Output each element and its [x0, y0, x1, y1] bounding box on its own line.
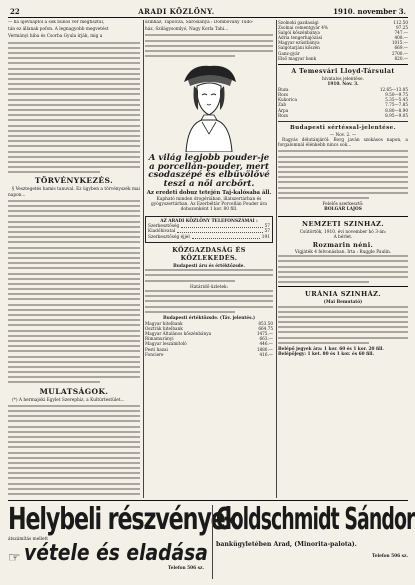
table-row: Salgói kőszénbánya 747.— — [278, 30, 408, 36]
phone-value: 191 — [261, 234, 270, 240]
phone-row — [148, 235, 270, 240]
ad-left-phone: Telefon 506 sz. — [168, 566, 204, 571]
ad-left-headline: Helybeli részvények — [8, 502, 239, 537]
mulatsag-lead: (*) A hermajoki Egylet Szerephiz, a Kultúrtestület... — [12, 397, 125, 403]
ad-left-note: átszámítás mellett — [8, 537, 48, 542]
table-row: Zsolnai cementgyár 4% 97.25 — [278, 25, 408, 31]
table-row: Rimamurányi 663.— — [145, 336, 273, 342]
col3-cast-block — [278, 255, 408, 283]
column-rule-1 — [143, 20, 144, 498]
szinhaz1-title: Rozmarin néni. — [312, 241, 374, 250]
hand-pointer-icon: ☞ — [8, 550, 21, 566]
kozlekedes-sub: Budapesti áru és értéktőzsde. — [173, 264, 245, 269]
table-row: Rozs 9.50—9.75 — [278, 92, 408, 98]
lloyd-date: 1910. Nov. 3. — [327, 81, 359, 87]
col2-market-block — [145, 269, 273, 281]
newspaper-page — [8, 4, 415, 582]
ad-right-panel — [212, 502, 415, 579]
phone-label: Szerkesztőség — [148, 223, 180, 229]
text-block-3 — [8, 405, 140, 498]
intro-line-3: Vermányi hiba és Csorba Gyula írják, mig a — [8, 34, 103, 40]
szinhaz1-pre: A bérlet. — [333, 234, 353, 240]
text-block-2 — [8, 200, 140, 384]
table-row: Buza 12.65—13.05 — [278, 87, 408, 93]
column-3 — [278, 20, 408, 498]
heading-budapest-report: Budapesti sértéssal-jelentése. — [290, 124, 396, 131]
col2-top-line-1: szinház, Tapolcza, Saroslánya : Dombovány Tüdő- — [145, 20, 254, 25]
woman-portrait-illustration — [180, 60, 238, 152]
columns — [8, 20, 408, 498]
ad-powder-subtitle: Az eredeti dobuz tetején Taj-kalósaba áll. — [146, 189, 272, 196]
editor-name: BOLGÁR LAJOS — [324, 207, 362, 213]
issue-date: 1910. november 3. — [333, 7, 406, 16]
heading-ertektozsde: Budapesti értéktőzsde. (Táv. jelentés.) — [162, 315, 256, 321]
phone-value: 57 — [264, 223, 270, 229]
ad-powder-headline: A világ legjobb pouder-je a porcellán-pouder, mert csodaszépé és elbűvölővé teszi a női arcbőrt. — [148, 153, 270, 189]
phone-box-title: AZ ARADI KÖZLÖNY TELEFONSZÁMAI : — [160, 218, 258, 224]
col2-market-text — [145, 290, 273, 313]
masthead — [8, 4, 408, 18]
col2-top-block — [145, 34, 273, 57]
table-row: Szolnoki gazdasági 112.50 — [278, 20, 408, 25]
table-row: Magyar hitelbank 853.50 — [145, 321, 273, 327]
market-table — [145, 321, 273, 357]
table-row: Árpa 8.80—8.90 — [278, 107, 408, 113]
ad-left-panel — [8, 502, 239, 579]
szinhaz1-note: Vígjáték 4 felvonásban. Irta : Ruggle Paulin. — [294, 250, 392, 256]
szinhaz2-price: Belépő jegyek ára: 1 kor. 60 és 1 kor. 20 fill. — [278, 347, 384, 353]
heading-urania-szinhaz: URÁNIA SZINHÁZ. — [305, 290, 381, 299]
szinhaz1-date: Csütörtök, 1910. évi november hó 3-án: — [299, 229, 387, 235]
heading-mulatsagok: MULATSÁGOK. — [39, 386, 109, 396]
report-lead: Ragyás délutánjáról: Borg javán szokásos napon, a forgalomnál élénkebb nincs sok... — [278, 137, 408, 149]
paper-title: ARADI KÖZLÖNY. — [138, 7, 215, 16]
table-row: Salgótarjáni kőszén 669.— — [278, 45, 408, 51]
table-row: Ganz-gyár 2700.— — [278, 50, 408, 56]
intro-line-1: — ha újévnaptól a sok bűnös vér megtisztul, — [8, 20, 105, 25]
szinhaz2-price-2: Belépőjegy: 1 ket. 80 és 1 kor. és 60 fill. — [278, 352, 374, 358]
table-row: Zab 7.75—7.85 — [278, 102, 408, 108]
table-row: Fonciere 416.— — [145, 351, 273, 357]
table-row: Rozs 8.95—9.05 — [278, 112, 408, 118]
table-row: Adria tengerhajózási 408.— — [278, 35, 408, 41]
ad-right-headline: Goldschmidt Sándor — [216, 502, 415, 537]
grain-price-table — [278, 87, 408, 118]
table-row: Pesti hazai 1880.— — [145, 346, 273, 352]
column-2 — [145, 20, 273, 498]
text-block-1 — [8, 42, 140, 174]
table-row: Osztrák hitelbank 664.75 — [145, 326, 273, 332]
heading-nemzeti-szinhaz: NEMZETI SZINHAZ. — [302, 219, 384, 228]
phone-value: 57 — [264, 229, 270, 235]
table-row: Első magyar bank 820.— — [278, 55, 408, 61]
intro-line-2: tán ez állanak pofon. A legnagyobb megvetést — [8, 27, 109, 33]
col3-report-block — [278, 150, 408, 199]
col3-urania-block — [278, 306, 408, 344]
editor-label: Felelős szerkesztő: — [322, 202, 364, 208]
ad-right-phone: Telefon 506 sz. — [372, 554, 408, 559]
ad-left-row — [8, 542, 208, 566]
column-rule-2 — [276, 20, 277, 498]
page-number: 22 — [10, 7, 20, 16]
phone-label: Szerkesztőség éjjel — [148, 234, 190, 240]
table-row: Magyar leszámítoló 446.— — [145, 341, 273, 347]
lloyd-title: A Temesvári Lloyd-Társulat — [291, 67, 395, 75]
col2-top-line-2: ház, Szilágysomlyó, Nagy Korla Tahi... — [145, 27, 229, 33]
heading-kozgazdasag: KÖZGAZDASÁG ÉS KÖZLEKEDÉS. — [172, 246, 246, 262]
column-1 — [8, 20, 140, 498]
phone-label: Kiadóhivatal — [148, 229, 176, 235]
table-row: Magyar Általános kőszénbánya 1475.— — [145, 331, 273, 337]
ad-left-subheadline: vétele és eladása — [23, 541, 208, 566]
ad-right-subheadline: bankügyletében Arad, (Minorita-palota). — [216, 541, 357, 548]
bottom-advertisement — [8, 500, 415, 583]
lloyd-subtitle: hivatalos jelentése. — [322, 76, 364, 82]
phone-numbers-box — [145, 216, 273, 243]
szinhaz2-sub: (Mai Bemutató) — [323, 300, 363, 306]
market-label: Határidő-üzletek: — [189, 284, 229, 290]
table-row: Kukorica 5.35—5.45 — [278, 97, 408, 103]
table-row: Magyar ezüstbánya 1015.— — [278, 40, 408, 46]
court-lead: § Vesztegetés hamis tanuval. Ez ügyben a törvényszék mai napon... — [8, 187, 140, 198]
report-date: — Nov. 2. — — [329, 132, 357, 138]
heading-torvenykezes: TÖRVÉNYKEZÉS. — [34, 176, 114, 186]
stock-table — [278, 20, 408, 61]
ad-powder-body: Kapható minden drogériában, illatszertárban és gyógyszertárban. Az Ezerbéltár Porcellán Pouder ára dobozonként 1 kor. 80 fill. — [151, 196, 267, 213]
